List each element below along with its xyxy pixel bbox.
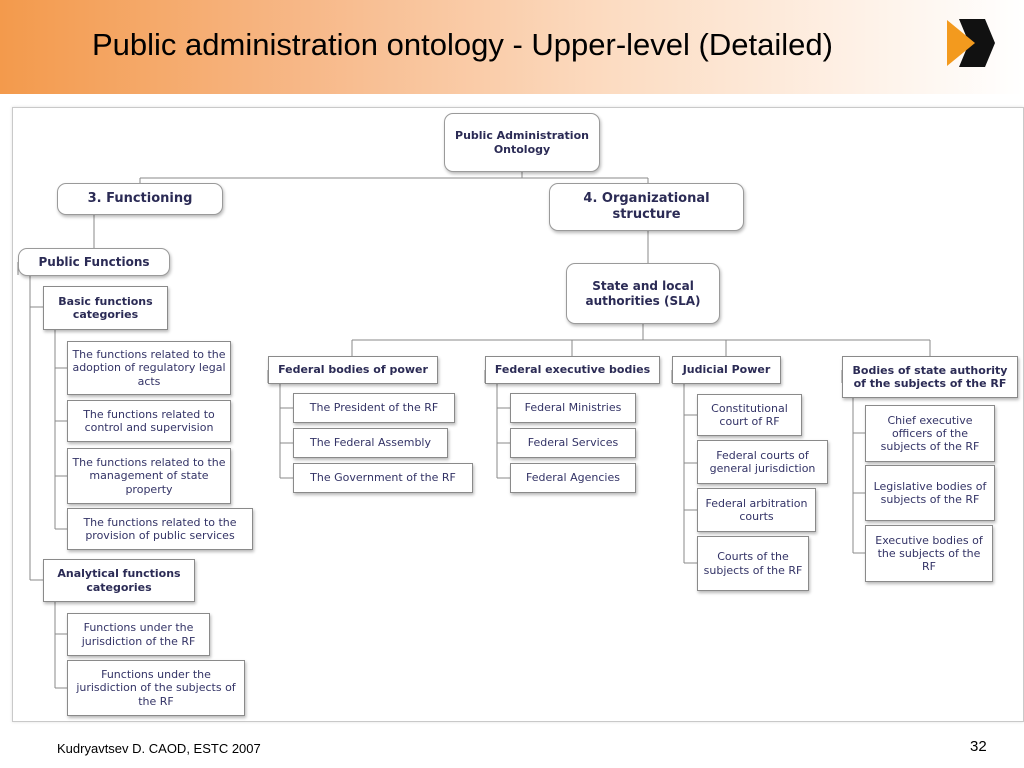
basic-item-node: The functions related to the management of state property (67, 448, 231, 504)
subjects-bodies-node: Bodies of state authority of the subjects of the RF (842, 356, 1018, 398)
basic-categories-node: Basic functions categories (43, 286, 168, 330)
page-number: 32 (970, 738, 987, 755)
federal-exec-item-node: Federal Agencies (510, 463, 636, 493)
sla-node: State and local authorities (SLA) (566, 263, 720, 324)
analytical-item-node: Functions under the jurisdiction of the RF (67, 613, 210, 656)
judicial-item-node: Federal arbitration courts (697, 488, 816, 532)
org-structure-node: 4. Organizational structure (549, 183, 744, 231)
judicial-item-node: Courts of the subjects of the RF (697, 536, 809, 591)
judicial-item-node: Constitutional court of RF (697, 394, 802, 436)
basic-item-node: The functions related to control and supervision (67, 400, 231, 442)
judicial-node: Judicial Power (672, 356, 781, 384)
federal-exec-node: Federal executive bodies (485, 356, 660, 384)
subjects-item-node: Chief executive officers of the subjects of the RF (865, 405, 995, 462)
judicial-item-node: Federal courts of general jurisdiction (697, 440, 828, 484)
public-functions-node: Public Functions (18, 248, 170, 276)
root-node: Public Administration Ontology (444, 113, 600, 172)
basic-item-node: The functions related to the adoption of regulatory legal acts (67, 341, 231, 395)
federal-bodies-item-node: The Federal Assembly (293, 428, 448, 458)
federal-exec-item-node: Federal Ministries (510, 393, 636, 423)
federal-bodies-item-node: The Government of the RF (293, 463, 473, 493)
federal-bodies-item-node: The President of the RF (293, 393, 455, 423)
federal-bodies-node: Federal bodies of power (268, 356, 438, 384)
analytical-categories-node: Analytical functions categories (43, 559, 195, 602)
federal-exec-item-node: Federal Services (510, 428, 636, 458)
subjects-item-node: Legislative bodies of subjects of the RF (865, 465, 995, 521)
subjects-item-node: Executive bodies of the subjects of the RF (865, 525, 993, 582)
footer-text: Kudryavtsev D. CAOD, ESTC 2007 (57, 741, 261, 756)
basic-item-node: The functions related to the provision of public services (67, 508, 253, 550)
functioning-node: 3. Functioning (57, 183, 223, 215)
slide-title: Public administration ontology - Upper-level (Detailed) (92, 27, 833, 62)
analytical-item-node: Functions under the jurisdiction of the subjects of the RF (67, 660, 245, 716)
